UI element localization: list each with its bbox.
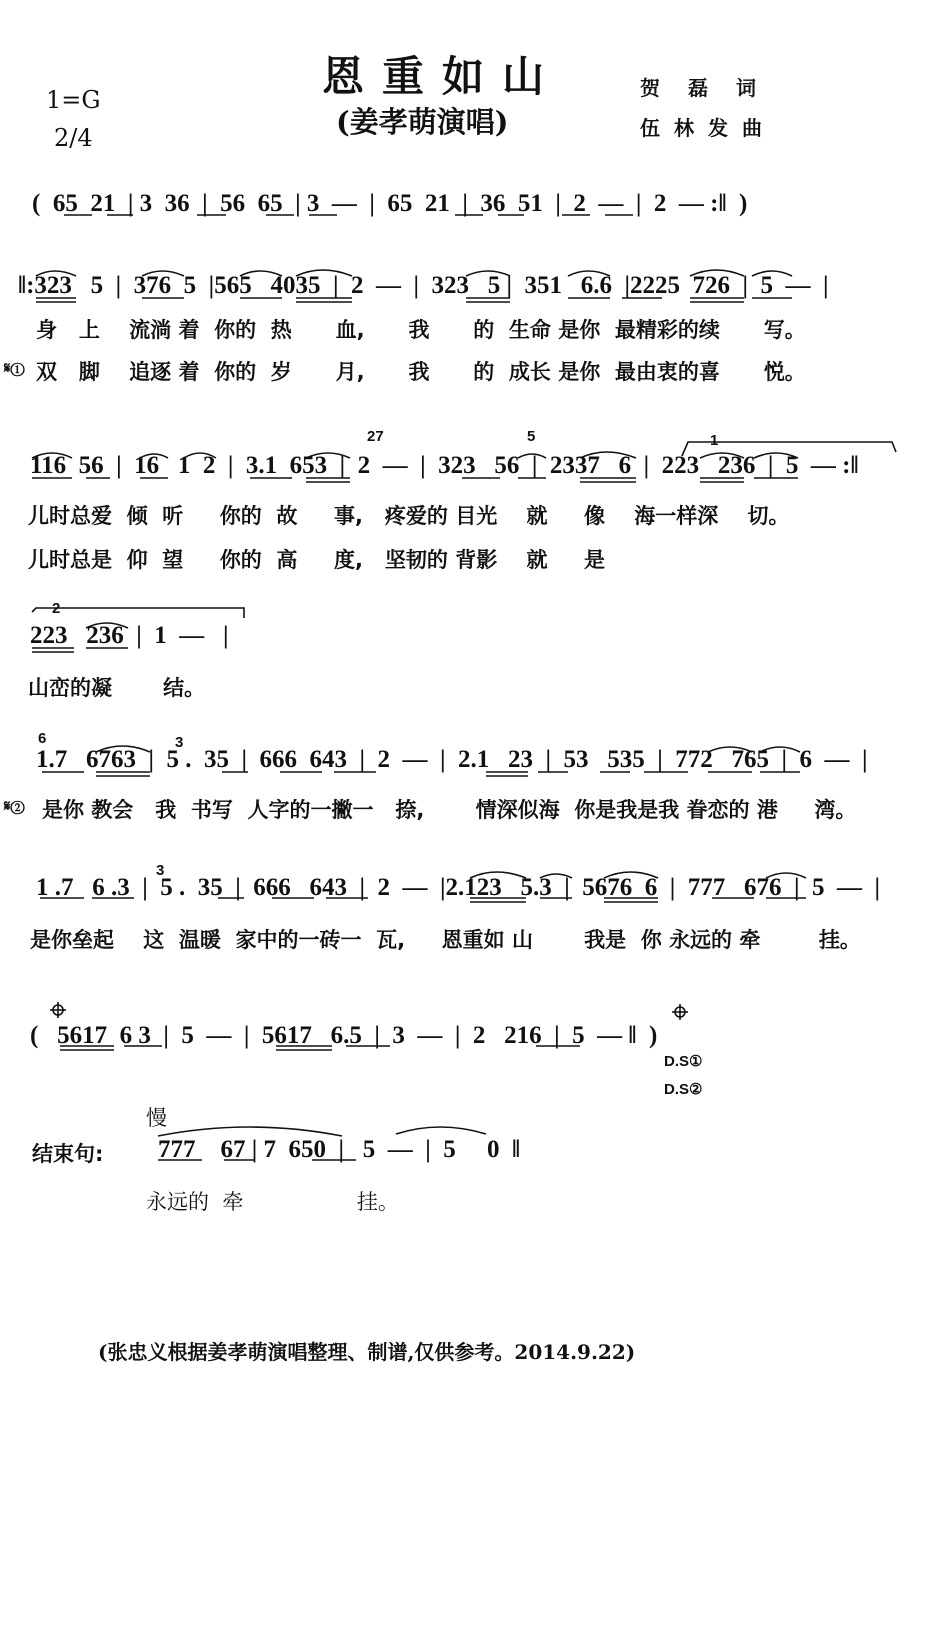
grace-note-3a: 3 (175, 734, 184, 751)
chorus-line2-lyric: 是你垒起 这 温暖 家中的一砖一 瓦, 恩重如 山 我是 你 永远的 牵 挂。 (30, 928, 861, 952)
ds1-marking: D.S① (664, 1053, 703, 1070)
grace-note-5: 5 (527, 428, 536, 445)
ending-marks (158, 1127, 486, 1160)
key-signature: 1=G (46, 86, 101, 114)
song-title: 恩重如山 (322, 52, 563, 101)
chorus-line2-notation: 1 .7 6 .3 | 5 . 35 | 666 643 | 2 — |2.123 5.3 | 5676 6 | 777 676 | 5 — | (36, 874, 881, 901)
verse-line2-lyric-2: 儿时总是 仰 望 你的 高 度, 坚韧的 背影 就 是 (28, 548, 605, 572)
footer-note: (张忠义根据姜孝萌演唱整理、制谱,仅供参考。2014.9.22) (98, 1340, 636, 1364)
performer-subtitle: (姜孝萌演唱) (336, 105, 509, 139)
grace-note-3b: 3 (156, 862, 165, 879)
composer-credit: 伍林发曲 (640, 116, 776, 140)
time-signature: 2/4 (54, 124, 93, 152)
interlude-notation: ( 5617 6 3 | 5 — | 5617 6.5 | 3 — | 2 216 | 5 — ‖ ) (30, 1022, 658, 1049)
chorus-line1-notation: 1.7 6763 | 5 . 35 | 666 643 | 2 — | 2.1 23 | 53 535 | 772 765 | 6 — | (36, 746, 868, 773)
verse-line2-marks (32, 442, 896, 482)
verse-line3-lyric: 山峦的凝 结。 (28, 676, 206, 700)
grace-note-27: 27 (367, 428, 384, 445)
volta-1-label: 1 (710, 432, 719, 449)
verse-line2-notation: 116 56 | 16 1 2 | 3.1 653 | 2 — | 323 56 | 2337 6 | 223 236 | 5 — :‖ (30, 452, 859, 479)
verse-line1-notation: ‖:323 5 | 376 5 |565 4035 | 2 — | 323 5 | 351 6.6 |2225 726 | 5 — | (18, 272, 829, 299)
verse-line3-marks (32, 608, 244, 652)
chorus-line2-marks (40, 872, 806, 902)
verse-line1-lyric-2: 双 脚 追逐 着 你的 岁 月, 我 的 成长 是你 最由衷的喜 悦。 (36, 360, 806, 384)
ending-lyric: 永远的 牵 挂。 (146, 1190, 399, 1214)
volta-2-label: 2 (52, 600, 61, 617)
verse-line3-notation: 223 236 | 1 — | (30, 622, 229, 649)
ending-notation: 777 67 | 7 650 | 5 — | 5 0 ‖ (158, 1136, 521, 1163)
ending-label: 结束句: (32, 1142, 104, 1166)
ds2-marking: D.S② (664, 1081, 703, 1098)
segno-2-label: 𝄋② (4, 798, 25, 815)
lyricist-credit: 贺磊词 (640, 76, 784, 100)
chorus-line1-lyric: 是你 教会 我 书写 人字的一撇一 捺, 情深似海 你是我是我 眷恋的 港 湾。 (42, 798, 857, 822)
verse-line1-marks (36, 270, 792, 302)
grace-note-6: 6 (38, 730, 47, 747)
verse-line1-lyric-1: 身 上 流淌 着 你的 热 血, 我 的 生命 是你 最精彩的续 写。 (36, 318, 806, 342)
segno-1-label: 𝄋① (4, 360, 25, 377)
tempo-slow: 慢 (146, 1106, 167, 1130)
intro-notation: ( 65 21 | 3 36 | 56 65 | 3 — | 65 21 | 36 51 | 2 — | 2 — :‖ ) (32, 190, 748, 217)
chorus-line1-marks (42, 746, 800, 776)
interlude-marks (50, 1002, 688, 1050)
verse-line2-lyric-1: 儿时总爱 倾 听 你的 故 事, 疼爱的 目光 就 像 海一样深 切。 (28, 504, 790, 528)
